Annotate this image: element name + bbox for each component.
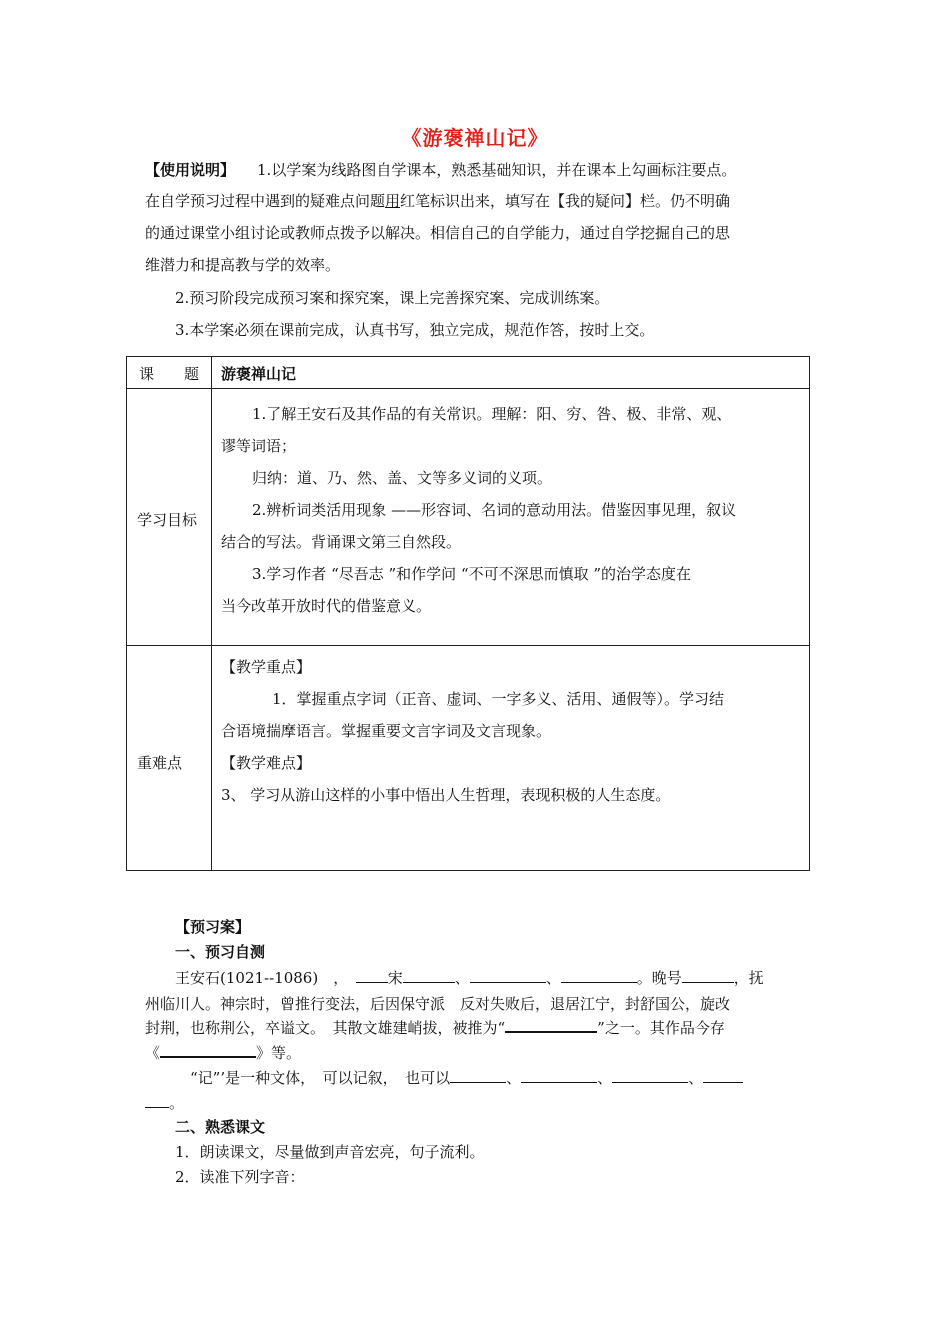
key-points-label-cell [127,646,212,871]
fill-blank[interactable] [145,1093,169,1108]
topic-value-cell [212,357,810,389]
preview-heading: 【预习案】 [175,918,251,936]
fill-blank[interactable] [450,1068,506,1083]
fill-blank[interactable] [505,1017,597,1033]
goals-label-cell [127,389,212,646]
key-points-content-cell [212,646,810,871]
table-row-key-points [127,646,810,871]
topic-label: 课 题 [139,365,200,383]
usage-item-2: 2.预习阶段完成预习案和探究案，课上完善探究案、完成训练案。 [175,289,610,307]
goal-line-2: 谬等词语； [221,437,297,455]
usage-line-3: 的通过课堂小组讨论或教师点拨予以解决。相信自己的自学能力，通过自学挖掘自己的思 [145,224,731,242]
goal-line-7: 当今改革开放时代的借鉴意义。 [221,597,432,615]
task-item-2: 2．读准下列字音： [175,1168,305,1186]
fill-blank[interactable] [682,968,734,983]
task-item-1: 1．朗读课文，尽量做到声音宏亮，句子流利。 [175,1143,485,1161]
focus-line-2: 合语境揣摩语言。掌握重要文言字词及文言现象。 [221,722,552,740]
fill-blank[interactable] [160,1042,256,1058]
key-points-label: 重难点 [137,754,183,772]
section-2-heading: 二、熟悉课文 [175,1118,266,1136]
topic-label-cell [127,357,212,389]
goal-line-6: 3.学习作者 “尽吾志 ”和作学问 “不可不深思而慎取 ”的治学态度在 [252,565,692,583]
table-row-goals [127,389,810,646]
preview-para-line-1: 王安石(1021--1086) ， 宋 、 、 。晚号 ，抚 [175,969,764,987]
lesson-plan-table [126,356,810,871]
goal-line-3: 归纳：道、乃、然、盖、文等多义词的义项。 [252,469,553,487]
difficulty-line: 3、 学习从游山这样的小事中悟出人生哲理，表现积极的人生态度。 [221,786,671,804]
fill-blank[interactable] [356,968,388,983]
fill-blank[interactable] [521,1068,597,1083]
table-row-topic [127,357,810,389]
document-title: 《游褒禅山记》 [401,126,549,150]
preview-para-line-3: 封荆，也称荆公，卒谥文。 其散文雄建峭拔，被推为“ ”之一。其作品今存 [145,1019,725,1037]
fill-blank[interactable] [703,1068,743,1083]
usage-label: 【使用说明】 [145,161,236,179]
topic-value: 游褒禅山记 [221,365,297,383]
preview-para-line-2: 州临川人。神宗时，曾推行变法，后因保守派 反对失败后，退居江宁，封舒国公，旋改 [145,995,731,1013]
section-1-heading: 一、预习自测 [175,943,266,961]
goal-line-4: 2.辨析词类活用现象 ——形容词、名词的意动用法。借鉴因事见理，叙议 [252,501,737,519]
goal-line-1: 1.了解王安石及其作品的有关常识。理解：阳、穷、咎、极、非常、观、 [252,405,732,423]
usage-line-1 [145,159,736,180]
fill-blank[interactable] [470,968,546,983]
teaching-difficulty-heading: 【教学难点】 [221,754,312,772]
usage-item-3: 3.本学案必须在课前完成，认真书写，独立完成，规范作答，按时上交。 [175,321,655,339]
teaching-focus-heading: 【教学重点】 [221,658,312,676]
fill-blank[interactable] [612,1068,688,1083]
fill-blank[interactable] [561,968,637,983]
goals-label: 学习目标 [137,511,198,529]
preview-para-line-4: 《 》等。 [145,1044,302,1062]
goals-content-cell [212,389,810,646]
preview-para-line-5: “记”’是一种文体， 可以记叙， 也可以 、 、 、 [190,1067,743,1088]
usage-item-1: 1.以学案为线路图自学课本，熟悉基础知识，并在课本上勾画标注要点。 [257,161,737,179]
preview-para-line-6: 。 [145,1092,184,1113]
usage-line-2: 在自学预习过程中遇到的疑难点问题用红笔标识出来，填写在【我的疑问】栏。仍不明确 [145,192,731,210]
usage-line-4: 维潜力和提高教与学的效率。 [145,256,341,274]
goal-line-5: 结合的写法。背诵课文第三自然段。 [221,533,462,551]
focus-line-1: 1．掌握重点字词（正音、虚词、一字多义、活用、通假等）。学习结 [272,690,725,708]
fill-blank[interactable] [403,968,455,983]
